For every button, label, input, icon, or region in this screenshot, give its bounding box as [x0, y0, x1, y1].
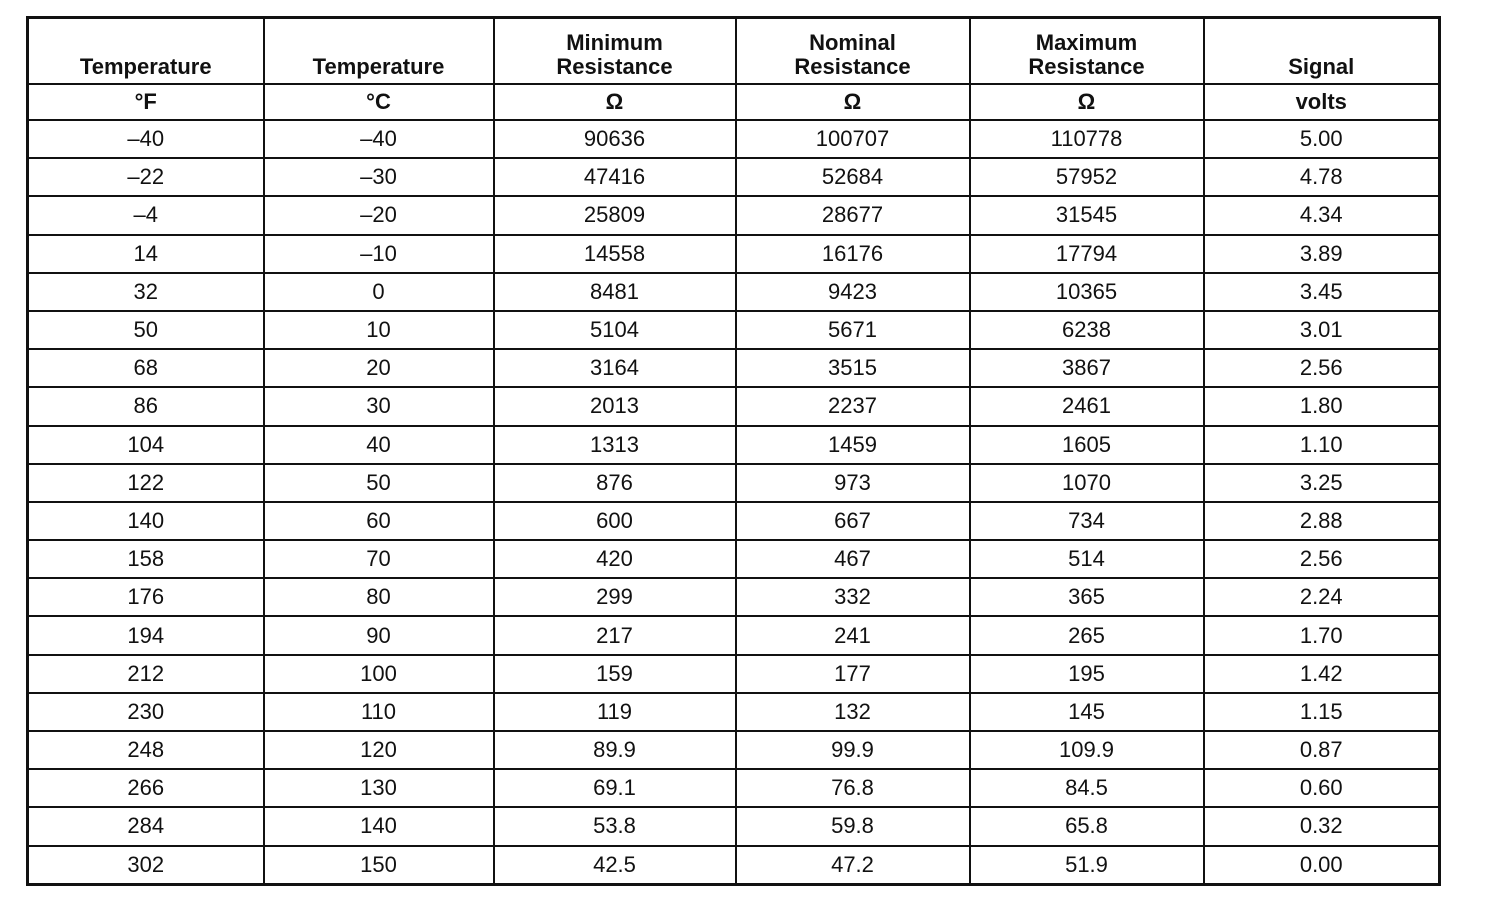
- table-cell: 514: [970, 540, 1204, 578]
- unit-cell: °F: [28, 84, 264, 120]
- table-cell: –20: [264, 196, 494, 234]
- table-cell: 150: [264, 846, 494, 885]
- table-cell: 122: [28, 464, 264, 502]
- table-cell: 241: [736, 616, 970, 654]
- table-cell: 0.00: [1204, 846, 1440, 885]
- table-cell: 3164: [494, 349, 736, 387]
- table-cell: 50: [28, 311, 264, 349]
- header-line2: Resistance: [1028, 54, 1145, 79]
- table-row: [28, 120, 1440, 158]
- table-cell: –40: [264, 120, 494, 158]
- unit-cell: Ω: [494, 84, 736, 120]
- table-cell: 3867: [970, 349, 1204, 387]
- unit-cell: Ω: [970, 84, 1204, 120]
- table-row: [28, 464, 1440, 502]
- table-cell: 1.15: [1204, 693, 1440, 731]
- table-cell: –40: [28, 120, 264, 158]
- table-cell: 6238: [970, 311, 1204, 349]
- table-cell: 973: [736, 464, 970, 502]
- header-temperature-c: [264, 18, 494, 85]
- table-row: [28, 387, 1440, 425]
- table-cell: 132: [736, 693, 970, 731]
- header-line2: Signal: [1288, 54, 1355, 79]
- table-cell: 69.1: [494, 769, 736, 807]
- table-cell: 47.2: [736, 846, 970, 885]
- table-cell: 119: [494, 693, 736, 731]
- table-cell: 3.45: [1204, 273, 1440, 311]
- table-cell: 70: [264, 540, 494, 578]
- table-cell: 2461: [970, 387, 1204, 425]
- table-row: [28, 540, 1440, 578]
- table-cell: 9423: [736, 273, 970, 311]
- table-cell: 2.56: [1204, 349, 1440, 387]
- table-body: [28, 120, 1440, 885]
- table-cell: 2237: [736, 387, 970, 425]
- table-cell: 130: [264, 769, 494, 807]
- table-cell: 1.70: [1204, 616, 1440, 654]
- header-unit-row: [28, 84, 1440, 120]
- table-cell: 8481: [494, 273, 736, 311]
- header-signal: [1204, 18, 1440, 85]
- header-line2: Resistance: [794, 54, 911, 79]
- table-cell: 5104: [494, 311, 736, 349]
- table-cell: 30: [264, 387, 494, 425]
- table-cell: 1.10: [1204, 426, 1440, 464]
- table-cell: 2.24: [1204, 578, 1440, 616]
- table-row: [28, 616, 1440, 654]
- table-cell: –22: [28, 158, 264, 196]
- table-row: [28, 426, 1440, 464]
- table-cell: 284: [28, 807, 264, 845]
- table-cell: 0.60: [1204, 769, 1440, 807]
- table-cell: 10: [264, 311, 494, 349]
- table-cell: 0.87: [1204, 731, 1440, 769]
- table-cell: 299: [494, 578, 736, 616]
- table-cell: 3.01: [1204, 311, 1440, 349]
- table-row: [28, 349, 1440, 387]
- unit-cell: volts: [1204, 84, 1440, 120]
- table-cell: 80: [264, 578, 494, 616]
- table-cell: 68: [28, 349, 264, 387]
- header-temperature-f: [28, 18, 264, 85]
- table-cell: 0: [264, 273, 494, 311]
- header-line1: Nominal: [809, 30, 896, 55]
- table-row: [28, 807, 1440, 845]
- table-cell: –30: [264, 158, 494, 196]
- table-row: [28, 502, 1440, 540]
- table-cell: 16176: [736, 235, 970, 273]
- table-cell: 734: [970, 502, 1204, 540]
- table-cell: 248: [28, 731, 264, 769]
- table-cell: 140: [28, 502, 264, 540]
- table-cell: 25809: [494, 196, 736, 234]
- table-header: [28, 18, 1440, 121]
- unit-cell: Ω: [736, 84, 970, 120]
- table-cell: 212: [28, 655, 264, 693]
- table-cell: 0.32: [1204, 807, 1440, 845]
- table-row: [28, 769, 1440, 807]
- table-cell: 876: [494, 464, 736, 502]
- header-nominal-resistance: [736, 18, 970, 85]
- table-cell: 59.8: [736, 807, 970, 845]
- table-cell: 194: [28, 616, 264, 654]
- table-row: [28, 693, 1440, 731]
- table-cell: 4.34: [1204, 196, 1440, 234]
- table-cell: 109.9: [970, 731, 1204, 769]
- table-cell: 60: [264, 502, 494, 540]
- table-cell: 14558: [494, 235, 736, 273]
- table-row: [28, 731, 1440, 769]
- header-line2: Resistance: [556, 54, 673, 79]
- table-cell: 86: [28, 387, 264, 425]
- table-row: [28, 235, 1440, 273]
- table-cell: –4: [28, 196, 264, 234]
- table-cell: 1.80: [1204, 387, 1440, 425]
- table-cell: 217: [494, 616, 736, 654]
- table-cell: 332: [736, 578, 970, 616]
- table-cell: 32: [28, 273, 264, 311]
- table-cell: 3515: [736, 349, 970, 387]
- table-cell: 145: [970, 693, 1204, 731]
- table-cell: 120: [264, 731, 494, 769]
- table-cell: 76.8: [736, 769, 970, 807]
- table-cell: 1070: [970, 464, 1204, 502]
- table-cell: 90636: [494, 120, 736, 158]
- table-cell: 53.8: [494, 807, 736, 845]
- table-cell: 230: [28, 693, 264, 731]
- header-line2: Temperature: [312, 54, 445, 79]
- table-cell: 266: [28, 769, 264, 807]
- table-cell: 31545: [970, 196, 1204, 234]
- table-row: [28, 273, 1440, 311]
- table-row: [28, 158, 1440, 196]
- table-cell: 1605: [970, 426, 1204, 464]
- unit-cell: °C: [264, 84, 494, 120]
- table-cell: 89.9: [494, 731, 736, 769]
- table-cell: 20: [264, 349, 494, 387]
- table-cell: 10365: [970, 273, 1204, 311]
- table-cell: 110: [264, 693, 494, 731]
- table-cell: 2013: [494, 387, 736, 425]
- table-cell: 3.89: [1204, 235, 1440, 273]
- table-cell: 104: [28, 426, 264, 464]
- table-row: [28, 311, 1440, 349]
- header-line1: Maximum: [1035, 30, 1138, 55]
- table-cell: 52684: [736, 158, 970, 196]
- table-row: [28, 196, 1440, 234]
- table-cell: 365: [970, 578, 1204, 616]
- table-row: [28, 846, 1440, 885]
- table-cell: 51.9: [970, 846, 1204, 885]
- table-cell: 158: [28, 540, 264, 578]
- table-cell: 667: [736, 502, 970, 540]
- table-cell: 2.88: [1204, 502, 1440, 540]
- table-cell: 140: [264, 807, 494, 845]
- table-cell: 40: [264, 426, 494, 464]
- table-cell: 28677: [736, 196, 970, 234]
- table-cell: 90: [264, 616, 494, 654]
- table-row: [28, 578, 1440, 616]
- table-cell: 14: [28, 235, 264, 273]
- table-cell: 4.78: [1204, 158, 1440, 196]
- table-cell: 100: [264, 655, 494, 693]
- table-cell: 110778: [970, 120, 1204, 158]
- table-cell: 57952: [970, 158, 1204, 196]
- table-cell: 176: [28, 578, 264, 616]
- sensor-resistance-table-container: [26, 16, 1438, 886]
- header-minimum-resistance: [494, 18, 736, 85]
- header-line1: Minimum: [566, 30, 663, 55]
- table-cell: 3.25: [1204, 464, 1440, 502]
- table-cell: 1313: [494, 426, 736, 464]
- table-cell: 5671: [736, 311, 970, 349]
- table-cell: 1459: [736, 426, 970, 464]
- table-cell: 42.5: [494, 846, 736, 885]
- table-cell: 50: [264, 464, 494, 502]
- table-cell: 467: [736, 540, 970, 578]
- table-cell: 84.5: [970, 769, 1204, 807]
- table-cell: 302: [28, 846, 264, 885]
- table-cell: 159: [494, 655, 736, 693]
- table-row: [28, 655, 1440, 693]
- table-cell: 600: [494, 502, 736, 540]
- table-cell: 17794: [970, 235, 1204, 273]
- sensor-resistance-table: [26, 16, 1441, 886]
- table-cell: 195: [970, 655, 1204, 693]
- header-line2: Temperature: [79, 54, 212, 79]
- table-cell: 177: [736, 655, 970, 693]
- header-title-row: [28, 18, 1440, 85]
- table-cell: 5.00: [1204, 120, 1440, 158]
- table-cell: 420: [494, 540, 736, 578]
- table-cell: 65.8: [970, 807, 1204, 845]
- table-cell: –10: [264, 235, 494, 273]
- table-cell: 1.42: [1204, 655, 1440, 693]
- table-cell: 99.9: [736, 731, 970, 769]
- table-cell: 2.56: [1204, 540, 1440, 578]
- header-maximum-resistance: [970, 18, 1204, 85]
- table-cell: 265: [970, 616, 1204, 654]
- table-cell: 47416: [494, 158, 736, 196]
- table-cell: 100707: [736, 120, 970, 158]
